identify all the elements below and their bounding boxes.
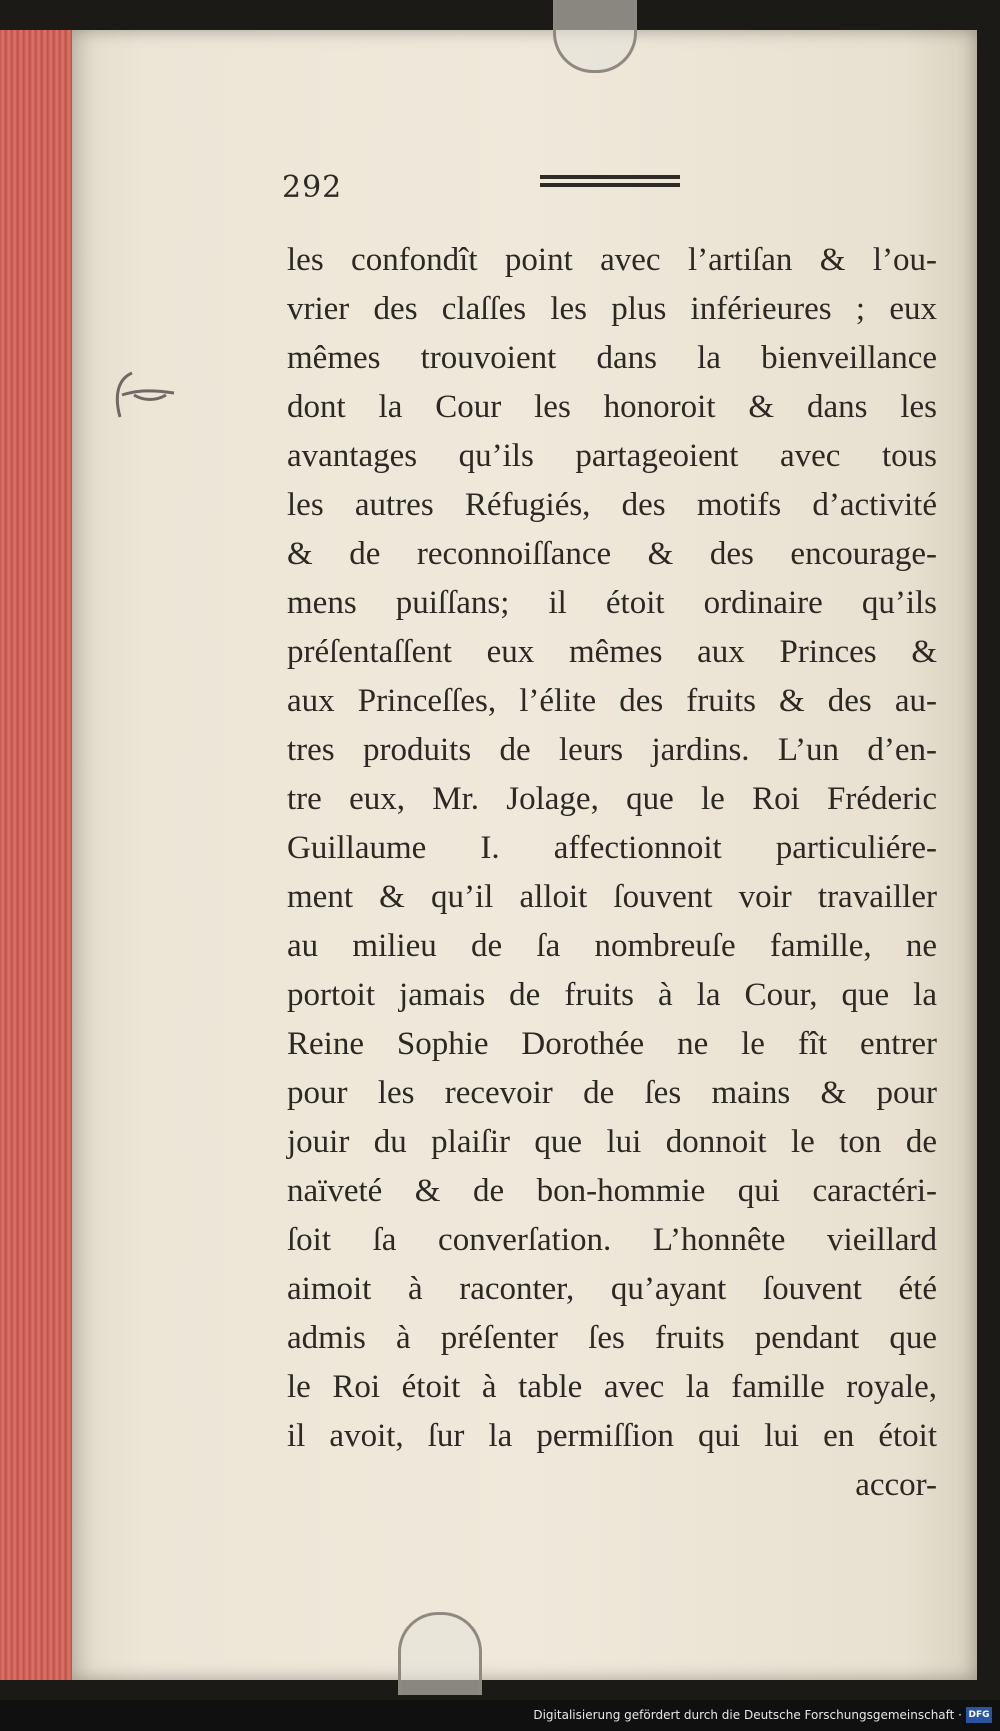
text-line: admis à préſenter ſes fruits pendant que (287, 1320, 937, 1356)
text-line: aimoit à raconter, qu’ayant ſouvent été (287, 1271, 937, 1307)
text-line: naïveté & de bon-hommie qui caractéri- (287, 1173, 937, 1209)
text-line: préſentaſſent eux mêmes aux Princes & (287, 634, 937, 670)
text-line: avantages qu’ils partageoient avec tous (287, 438, 937, 474)
text-line: portoit jamais de fruits à la Cour, que la (287, 977, 937, 1013)
text-line: au milieu de ſa nombreuſe famille, ne (287, 928, 937, 964)
book-page-edges (0, 30, 76, 1680)
text-line: Guillaume I. affectionnoit particuliére- (287, 830, 937, 866)
text-line: les confondît point avec l’artiſan & l’ou- (287, 242, 937, 278)
text-line: vrier des claſſes les plus inférieures ; eux (287, 291, 937, 327)
text-line: tres produits de leurs jardins. L’un d’en- (287, 732, 937, 768)
text-line: pour les recevoir de ſes mains & pour (287, 1075, 937, 1111)
text-line: jouir du plaiſir que lui donnoit le ton de (287, 1124, 937, 1160)
text-line: ſoit ſa converſation. L’honnête vieillard (287, 1222, 937, 1258)
top-page-clip (553, 0, 637, 73)
bottom-page-clip (398, 1612, 482, 1695)
catchword: accor- (855, 1467, 937, 1503)
text-line: dont la Cour les honoroit & dans les (287, 389, 937, 425)
text-line: tre eux, Mr. Jolage, que le Roi Fréderic (287, 781, 937, 817)
dfg-logo: DFG (966, 1707, 992, 1723)
text-line: Reine Sophie Dorothée ne le fît entrer (287, 1026, 937, 1062)
text-line: les autres Réfugiés, des motifs d’activité (287, 487, 937, 523)
text-line: ment & qu’il alloit ſouvent voir travailler (287, 879, 937, 915)
text-line: le Roi étoit à table avec la famille royale, (287, 1369, 937, 1405)
text-line: il avoit, ſur la permiſſion qui lui en étoit (287, 1418, 937, 1454)
text-line: & de reconnoiſſance & des encourage- (287, 536, 937, 572)
page-text (287, 236, 937, 1510)
header-rule (540, 175, 680, 179)
text-line: mens puiſſans; il étoit ordinaire qu’ils (287, 585, 937, 621)
funding-note: Digitalisierung gefördert durch die Deutsche Forschungsgemeinschaft · (533, 1708, 962, 1722)
page-number: 292 (282, 170, 343, 205)
text-line: aux Princeſſes, l’élite des fruits & des au- (287, 683, 937, 719)
margin-pencil-mark (104, 365, 184, 435)
text-line: mêmes trouvoient dans la bienveillance (287, 340, 937, 376)
